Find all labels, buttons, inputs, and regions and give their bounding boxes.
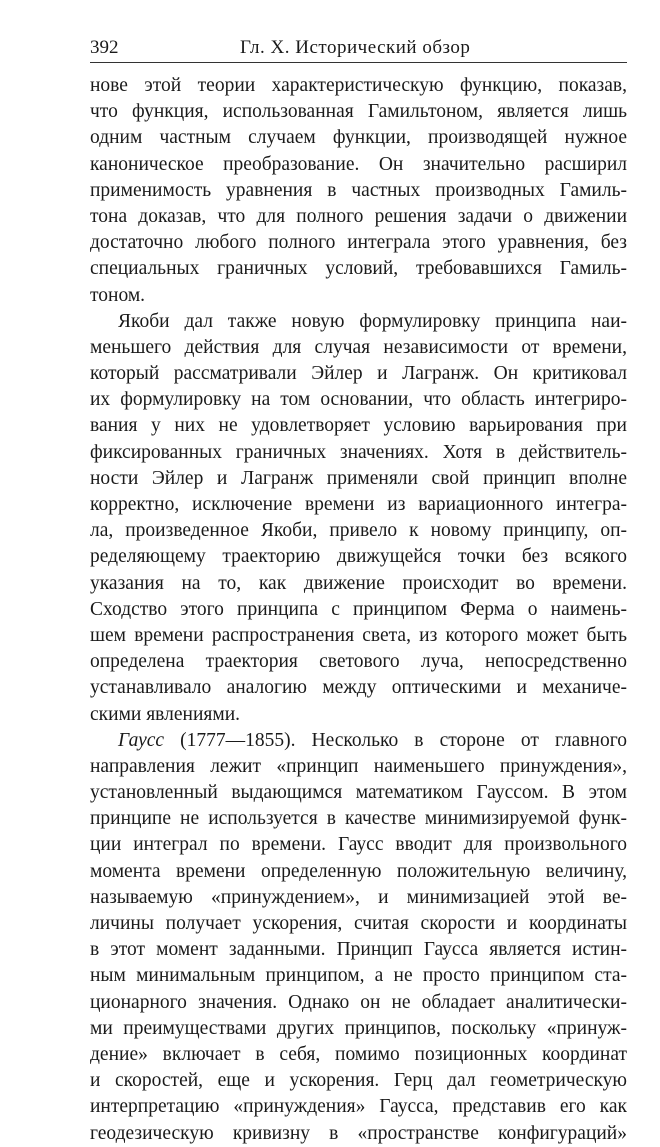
- text-line: Сходство этого принципа с принципом Ферма о наимень-: [90, 598, 627, 620]
- text-line: применимость уравнения в частных производных Гамиль-: [90, 179, 627, 201]
- text-line: Якоби дал также новую формулировку принципа наи-: [118, 310, 627, 332]
- paragraph-3: [90, 728, 627, 1147]
- text-line: интерпретацию «принуждения» Гаусса, представив его как: [90, 1096, 627, 1118]
- text-line: ционарного значения. Однако он не обладает аналитически-: [90, 991, 627, 1013]
- text-line: личины получает ускорения, считая скорости и координаты: [90, 913, 627, 934]
- text-line: тона доказав, что для полного решения задачи о движении: [90, 205, 627, 227]
- text-line: ределяющему траекторию движущейся точки без всякого: [90, 546, 627, 568]
- text-line: [90, 728, 627, 754]
- running-head: [90, 36, 627, 60]
- italic-name-gauss: Гаусс: [118, 729, 165, 751]
- text-line: шем времени распространения света, из которого может быть: [90, 624, 627, 646]
- text-line: ным минимальным принципом, а не просто принципом ста-: [90, 965, 627, 987]
- text-line: ции интеграл по времени. Гаусс вводит для произвольного: [90, 834, 627, 856]
- running-title: Гл. X. Исторический обзор: [240, 37, 471, 58]
- text-line: момента времени определенную положительную величину,: [90, 860, 627, 882]
- body-text: [90, 73, 627, 1147]
- text-line: который рассматривали Эйлер и Лагранж. Он критиковал: [90, 363, 627, 385]
- text-line: указания на то, как движение происходит во времени.: [90, 572, 627, 594]
- text-line: тоном.: [90, 284, 146, 306]
- text-line: называемую «принуждением», и минимизацией этой ве-: [90, 886, 627, 908]
- text-line: скими явлениями.: [90, 703, 241, 725]
- paragraph-1: [90, 73, 627, 309]
- text-line: устанавливало аналогию между оптическими и механиче-: [90, 677, 627, 699]
- text-line: ности Эйлер и Лагранж применяли свой принцип вполне: [90, 467, 627, 489]
- text-line: каноническое преобразование. Он значительно расширил: [90, 153, 627, 175]
- text-line: фиксированных граничных значениях. Хотя в действитель-: [90, 441, 627, 463]
- text-line-rest: (1777—1855). Несколько в стороне от главного: [164, 729, 627, 751]
- text-line: в этот момент заданными. Принцип Гаусса является истин-: [90, 939, 627, 961]
- text-line: одним частным случаем функции, производящей нужное: [90, 127, 627, 149]
- text-line: меньшего действия для случая независимости от времени,: [90, 336, 627, 358]
- text-line: направления лежит «принцип наименьшего принуждения»,: [90, 755, 627, 777]
- text-line: ми преимуществами других принципов, поскольку «принуж-: [90, 1017, 627, 1039]
- text-line: корректно, исключение времени из вариационного интегра-: [90, 494, 627, 515]
- page-number: 392: [90, 37, 119, 58]
- text-line: принципе не используется в качестве минимизируемой функ-: [90, 808, 627, 830]
- text-line: и скоростей, еще и ускорения. Герц дал геометрическую: [90, 1070, 627, 1092]
- text-line: нове этой теории характеристическую функцию, показав,: [90, 75, 627, 96]
- text-line: определена траектория светового луча, непосредственно: [90, 651, 627, 673]
- text-line: их формулировку на том основании, что область интегриро-: [90, 389, 627, 411]
- text-line: специальных граничных условий, требовавшихся Гамиль-: [90, 258, 627, 280]
- text-line: вания у них не удовлетворяет условию варьирования при: [90, 415, 627, 437]
- text-line: ла, произведенное Якоби, привело к новому принципу, оп-: [90, 520, 627, 542]
- text-line: геодезическую кривизну в «пространстве конфигураций»: [90, 1122, 627, 1144]
- text-line: установленный выдающимся математиком Гауссом. В этом: [90, 782, 627, 804]
- header-rule: [90, 62, 627, 63]
- text-line: что функция, использованная Гамильтоном, является лишь: [90, 101, 627, 123]
- paragraph-2: [90, 309, 627, 728]
- text-line: дение» включает в себя, помимо позиционных координат: [90, 1043, 627, 1065]
- text-line: достаточно любого полного интеграла этого уравнения, без: [90, 232, 627, 254]
